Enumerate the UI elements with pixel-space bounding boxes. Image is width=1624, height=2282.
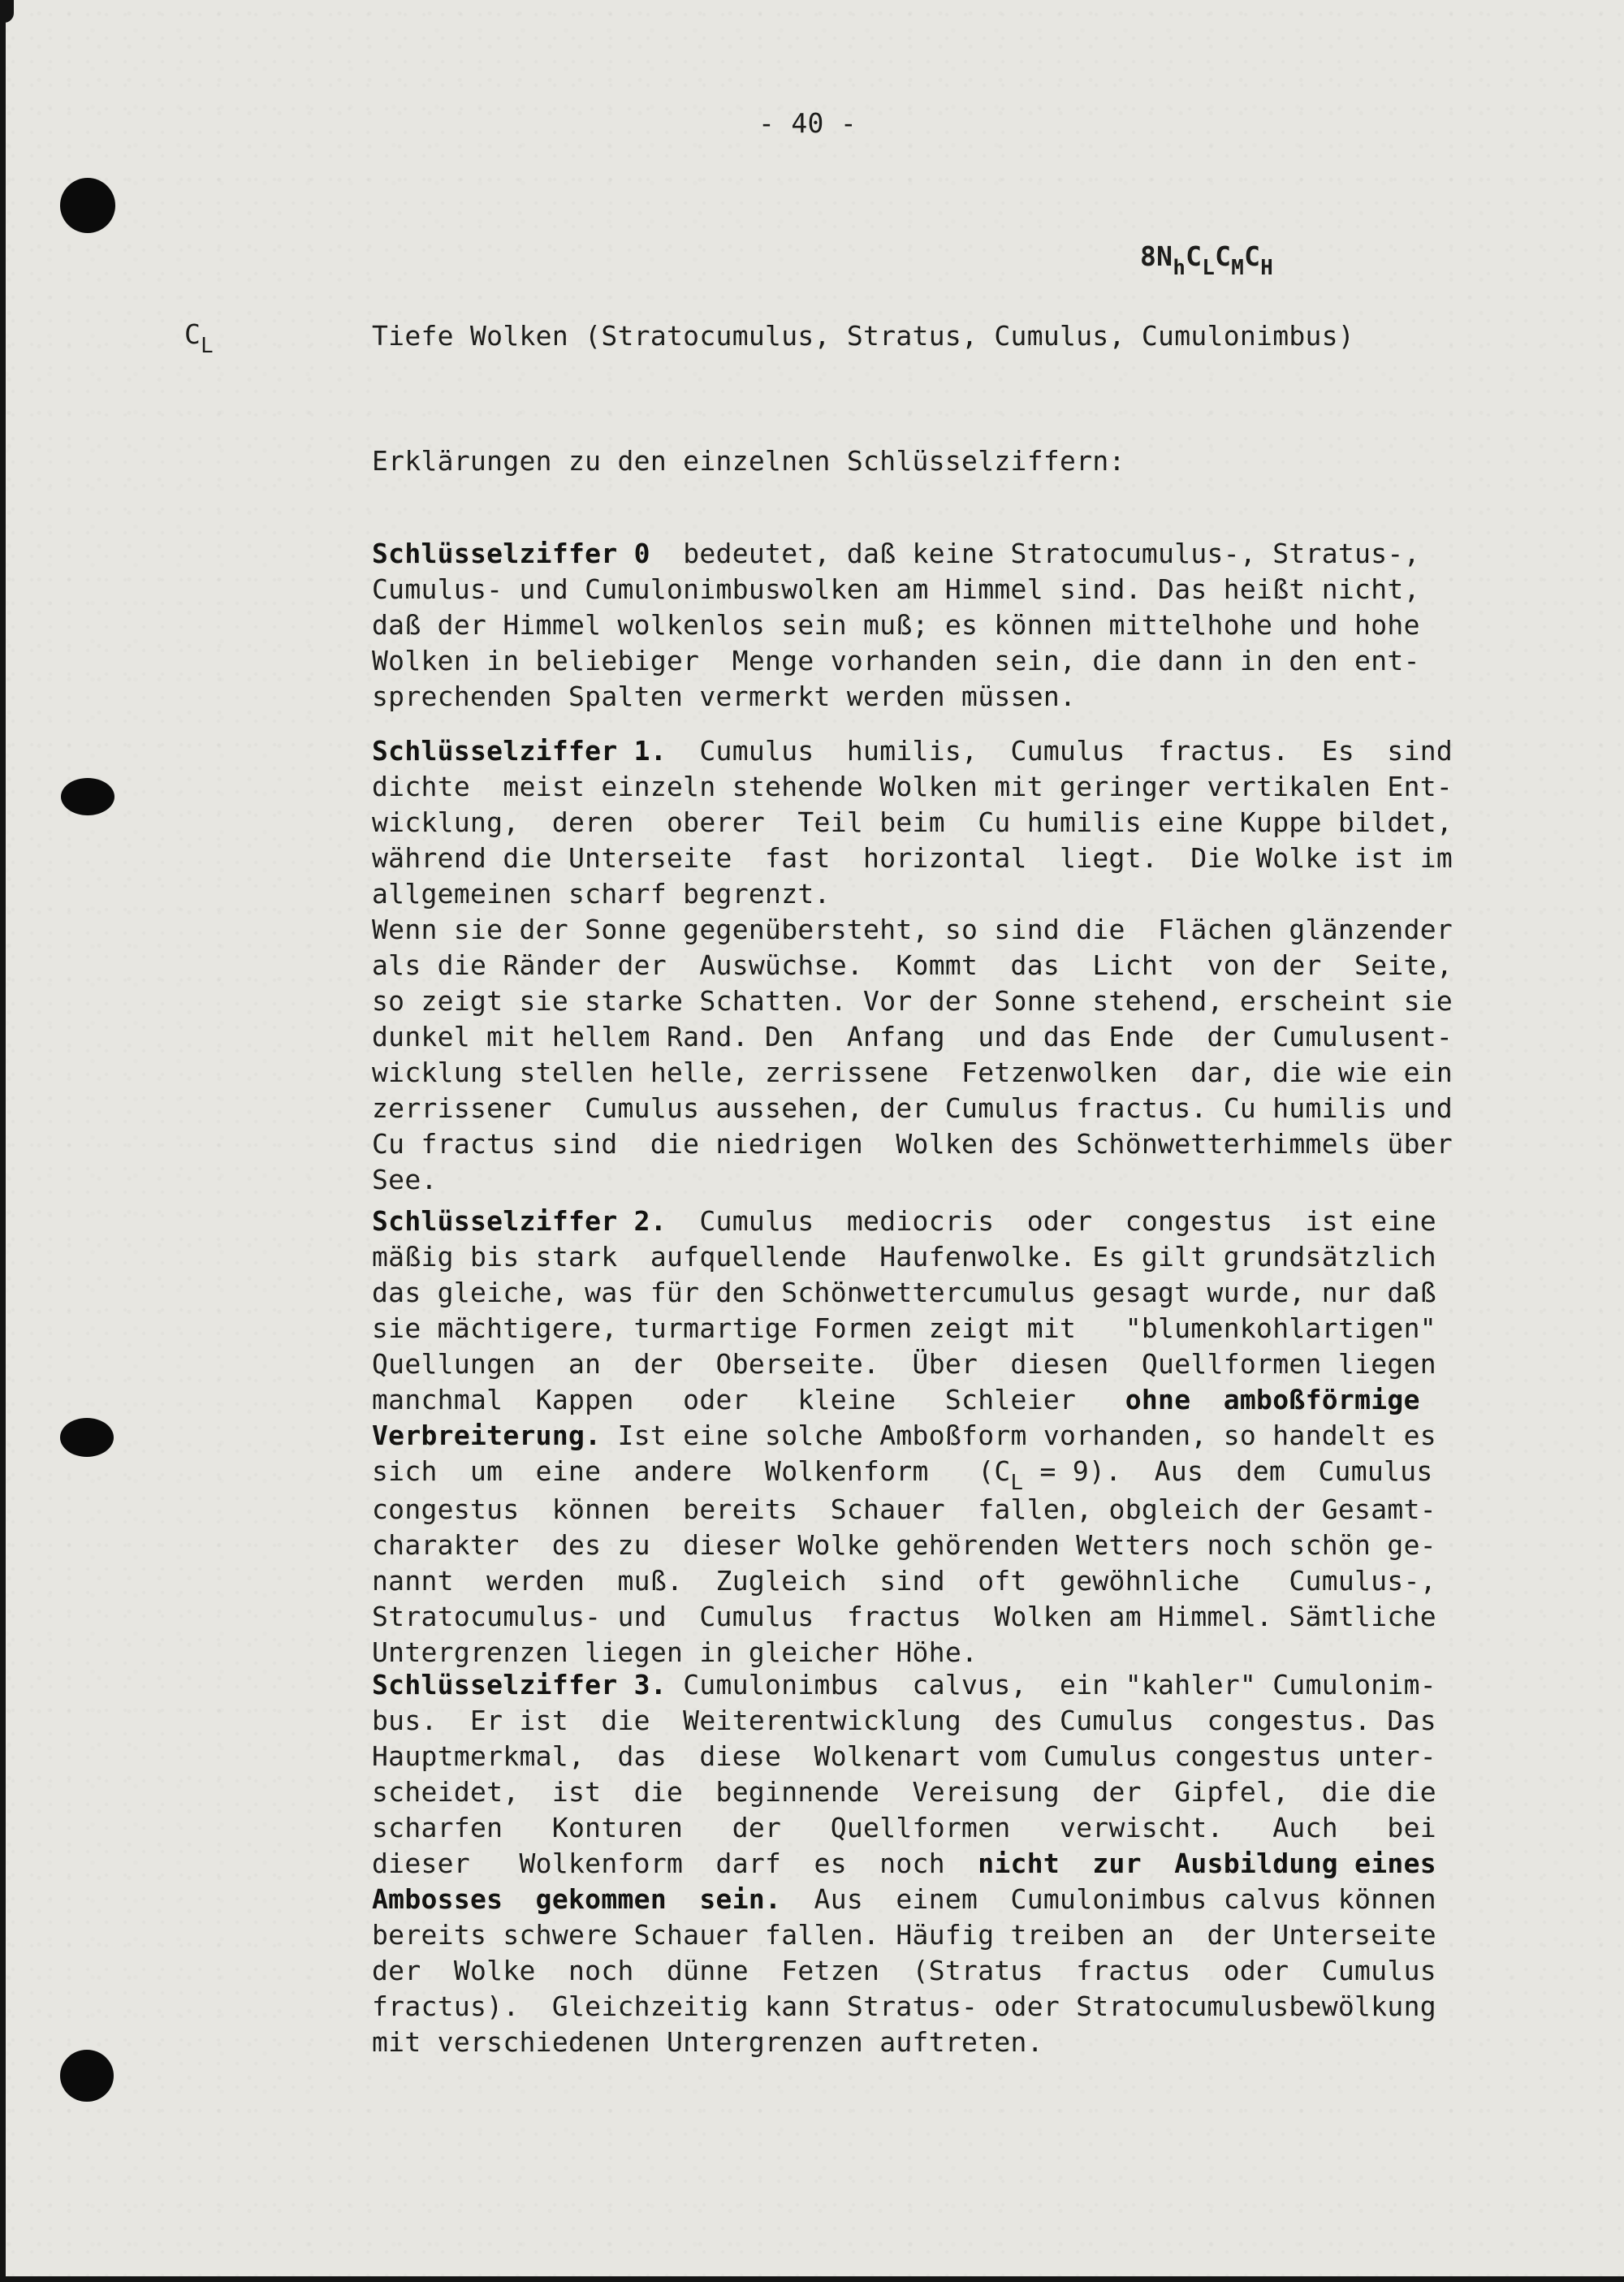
text-run: Schlüsselziffer 2. (372, 1205, 667, 1237)
text-run: C (184, 318, 201, 350)
text-run: Schlüsselziffer 3. (372, 1669, 667, 1701)
text-run: als die Ränder der Auswüchse. Kommt das Licht von der Seite, (372, 949, 1453, 981)
text-line (372, 1810, 1436, 1846)
text-line (372, 1019, 1453, 1055)
text-run: der Wolke noch dünne Fetzen (Stratus fractus oder Cumulus (372, 1955, 1436, 1986)
text-line (372, 805, 1453, 841)
text-run: Cumulus humilis, Cumulus fractus. Es sind (667, 735, 1453, 767)
text-line (372, 536, 1420, 572)
text-line (372, 1454, 1436, 1495)
text-line (372, 1989, 1436, 2025)
paragraph-schluesselziffer-3 (372, 1667, 1436, 2060)
text-run: wicklung, deren oberer Teil beim Cu humilis eine Kuppe bildet, (372, 806, 1453, 838)
text-run: bedeutet, daß keine Stratocumulus-, Stratus-, (650, 538, 1420, 569)
text-run: so zeigt sie starke Schatten. Vor der Sonne stehend, erscheint sie (372, 985, 1453, 1017)
text-run: fractus). Gleichzeitig kann Stratus- oder Stratocumulusbewölkung (372, 1990, 1436, 2022)
text-run: Ist eine solche Amboßform vorhanden, so handelt es (601, 1420, 1436, 1451)
text-line (372, 841, 1453, 876)
text-run: Wenn sie der Sonne gegenübersteht, so sind die Flächen glänzender (372, 914, 1453, 945)
text-run: bus. Er ist die Weiterentwicklung des Cumulus congestus. Das (372, 1705, 1436, 1736)
text-run: nicht zur Ausbildung eines (978, 1848, 1436, 1879)
text-run: dichte meist einzeln stehende Wolken mit geringer vertikalen Ent- (372, 771, 1453, 802)
punch-hole (61, 778, 114, 815)
text-line (372, 1739, 1436, 1774)
text-line (372, 1774, 1436, 1810)
subscript: L (1010, 1470, 1024, 1495)
text-run: während die Unterseite fast horizontal liegt. Die Wolke ist im (372, 842, 1453, 874)
text-line (372, 643, 1420, 679)
text-line (372, 1635, 1436, 1670)
text-run: Hauptmerkmal, das diese Wolkenart vom Cumulus congestus unter- (372, 1740, 1436, 1772)
punch-hole (60, 1418, 114, 1457)
text-line (372, 1882, 1436, 1917)
text-run: zerrissener Cumulus aussehen, der Cumulus fractus. Cu humilis und (372, 1092, 1453, 1124)
scan-edge-bottom (0, 2276, 1624, 2282)
text-line (372, 1953, 1436, 1989)
text-run: charakter des zu dieser Wolke gehörenden Wetters noch schön ge- (372, 1529, 1436, 1561)
subscript: H (1260, 255, 1274, 280)
text-run: nannt werden muß. Zugleich sind oft gewöhnliche Cumulus-, (372, 1565, 1436, 1597)
text-run: Schlüsselziffer 0 (372, 538, 650, 569)
text-run: sich um eine andere Wolkenform (C (372, 1455, 1011, 1487)
text-run: Cumulus- und Cumulonimbuswolken am Himmel sind. Das heißt nicht, (372, 573, 1420, 605)
text-line (372, 769, 1453, 805)
text-line (372, 912, 1453, 948)
text-run: allgemeinen scharf begrenzt. (372, 878, 831, 910)
text-run: wicklung stellen helle, zerrissene Fetzenwolken dar, die wie ein (372, 1057, 1453, 1088)
text-line (372, 1162, 1453, 1198)
text-run: Aus einem Cumulonimbus calvus können (781, 1883, 1436, 1915)
page-number: - 40 - (758, 107, 857, 139)
text-line (372, 1563, 1436, 1599)
text-run: See. (372, 1164, 438, 1195)
text-line (372, 1418, 1436, 1454)
text-line (372, 1204, 1436, 1239)
text-line (372, 1311, 1436, 1346)
text-line (372, 1382, 1436, 1418)
text-run: C (1244, 240, 1261, 272)
text-run: sprechenden Spalten vermerkt werden müssen. (372, 681, 1077, 712)
text-line (372, 1126, 1453, 1162)
text-run: congestus können bereits Schauer fallen, obgleich der Gesamt- (372, 1493, 1436, 1525)
text-run: Ambosses gekommen sein. (372, 1883, 782, 1915)
text-line (372, 1492, 1436, 1528)
text-run: Untergrenzen liegen in gleicher Höhe. (372, 1636, 978, 1668)
text-line (372, 1528, 1436, 1563)
text-run: = 9). Aus dem Cumulus (1023, 1455, 1433, 1487)
text-run: bereits schwere Schauer fallen. Häufig treiben an der Unterseite (372, 1919, 1436, 1951)
text-run: manchmal Kappen oder kleine Schleier (372, 1384, 1125, 1415)
text-run: Quellungen an der Oberseite. Über diesen Quellformen liegen (372, 1348, 1436, 1380)
punch-hole (60, 178, 115, 233)
text-run: Cumulus mediocris oder congestus ist eine (667, 1205, 1436, 1237)
text-line (372, 1275, 1436, 1311)
paragraph-schluesselziffer-0 (372, 536, 1420, 715)
text-line (372, 2025, 1436, 2060)
text-run: daß der Himmel wolkenlos sein muß; es können mittelhohe und hohe (372, 609, 1420, 641)
subscript: h (1173, 255, 1186, 280)
margin-label-cl (184, 317, 214, 358)
text-line (372, 1917, 1436, 1953)
text-run: Verbreiterung. (372, 1420, 602, 1451)
text-line (372, 1703, 1436, 1739)
text-run: Stratocumulus- und Cumulus fractus Wolken am Himmel. Sämtliche (372, 1601, 1436, 1632)
text-line (372, 1346, 1436, 1382)
text-run: Cu fractus sind die niedrigen Wolken des Schönwetterhimmels über (372, 1128, 1453, 1160)
text-run: scheidet, ist die beginnende Vereisung der Gipfel, die die (372, 1776, 1436, 1808)
text-line (372, 1239, 1436, 1275)
section-title: Tiefe Wolken (Stratocumulus, Stratus, Cumulus, Cumulonimbus) (372, 320, 1355, 352)
text-line (372, 1055, 1453, 1091)
text-line (372, 983, 1453, 1019)
text-line (372, 1667, 1436, 1703)
paragraph-schluesselziffer-1 (372, 733, 1453, 1198)
synop-code-formula (1140, 239, 1274, 280)
text-line (372, 948, 1453, 983)
text-line (372, 1091, 1453, 1126)
text-run: 8N (1140, 240, 1173, 272)
text-line (372, 876, 1453, 912)
text-line (372, 572, 1420, 607)
text-run: C (1215, 240, 1232, 272)
text-run: C (1186, 240, 1203, 272)
text-line (372, 1599, 1436, 1635)
punch-hole (60, 2050, 114, 2102)
text-run: ohne amboßförmige (1125, 1384, 1420, 1415)
scan-edge-left (0, 0, 6, 2282)
text-run: Wolken in beliebiger Menge vorhanden sein, die dann in den ent- (372, 645, 1420, 676)
subscript: L (1202, 255, 1216, 280)
text-run: dieser Wolkenform darf es noch (372, 1848, 978, 1879)
subscript: L (201, 333, 214, 358)
text-line (372, 607, 1420, 643)
text-run: Cumulonimbus calvus, ein "kahler" Cumulonim- (667, 1669, 1436, 1701)
text-run: dunkel mit hellem Rand. Den Anfang und das Ende der Cumulusent- (372, 1021, 1453, 1052)
text-line (372, 679, 1420, 715)
text-run: mit verschiedenen Untergrenzen auftreten. (372, 2026, 1043, 2058)
text-run: Schlüsselziffer 1. (372, 735, 667, 767)
paragraph-schluesselziffer-2 (372, 1204, 1436, 1670)
subscript: M (1231, 255, 1245, 280)
text-run: das gleiche, was für den Schönwettercumulus gesagt wurde, nur daß (372, 1277, 1436, 1308)
text-run: scharfen Konturen der Quellformen verwischt. Auch bei (372, 1812, 1436, 1843)
text-run: sie mächtigere, turmartige Formen zeigt mit "blumenkohlartigen" (372, 1312, 1436, 1344)
text-run: mäßig bis stark aufquellende Haufenwolke. Es gilt grundsätzlich (372, 1241, 1436, 1273)
text-line (372, 733, 1453, 769)
intro-line: Erklärungen zu den einzelnen Schlüsselziffern: (372, 445, 1125, 477)
text-line (372, 1846, 1436, 1882)
